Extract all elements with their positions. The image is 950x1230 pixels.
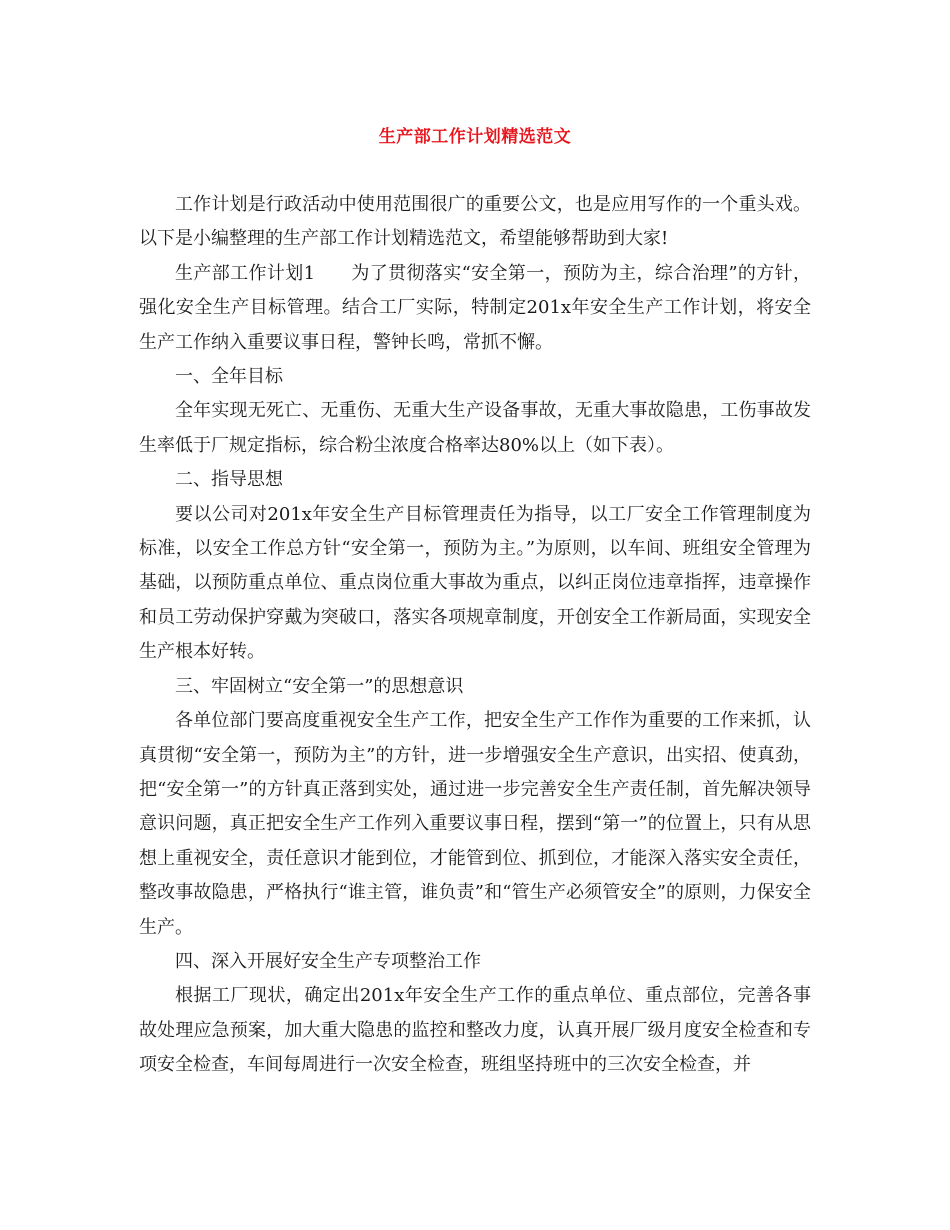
section-body-3: 各单位部门要高度重视安全生产工作，把安全生产工作作为重要的工作来抓，认真贯彻“安全第一，预防为主”的方针，进一步增强安全生产意识，出实招、使真劲，把“安全第一”的方针真正落到实处，通过进一步完善安全生产责任制，首先解决领导意识问题，真正把安全生产工作列入重要议事日程，摆到“第一”的位置上，只有从思想上重视安全，责任意识才能到位，才能管到位、抓到位，才能深入落实安全责任，整改事故隐患，严格执行“谁主管，谁负责”和“管生产必须管安全”的原则，力保安全生产。	[139, 710, 811, 938]
section-heading-2: 二、指导思想	[175, 469, 283, 491]
section-heading-1: 一、全年目标	[175, 366, 283, 388]
document-title: 生产部工作计划精选范文	[378, 127, 572, 147]
section-body-4: 根据工厂现状，确定出201x年安全生产工作的重点单位、重点部位，完善各事故处理应急预案，加大重大隐患的监控和整改力度，认真开展厂级月度安全检查和专项安全检查，车间每周进行一次安全检查，班组坚持班中的三次安全检查，并	[139, 985, 811, 1076]
plan1-paragraph	[139, 257, 811, 360]
section-heading-3: 三、牢固树立“安全第一”的思想意识	[175, 675, 464, 697]
section-body-2: 要以公司对201x年安全生产目标管理责任为指导，以工厂安全工作管理制度为标准，以安全工作总方针“安全第一，预防为主。”为原则，以车间、班组安全管理为基础，以预防重点单位、重点岗位重大事故为重点，以纠正岗位违章指挥，违章操作和员工劳动保护穿戴为突破口，落实各项规章制度，开创安全工作新局面，实现安全生产根本好转。	[139, 503, 811, 663]
section-heading-4: 四、深入开展好安全生产专项整治工作	[175, 950, 481, 972]
intro-paragraph: 工作计划是行政活动中使用范围很广的重要公文，也是应用写作的一个重头戏。以下是小编整理的生产部工作计划精选范文，希望能够帮助到大家!	[139, 194, 811, 250]
plan1-label: 生产部工作计划1	[175, 262, 316, 284]
document-body	[139, 188, 811, 1083]
section-body-1: 全年实现无死亡、无重伤、无重大生产设备事故，无重大事故隐患，工伤事故发生率低于厂规定指标，综合粉尘浓度合格率达80%以上（如下表）。	[139, 400, 811, 456]
plan1-text: 为了贯彻落实“安全第一，预防为主，综合治理”的方针，强化安全生产目标管理。结合工厂实际，特制定201x年安全生产工作计划，将安全生产工作纳入重要议事日程，警钟长鸣，常抓不懈。	[139, 262, 811, 353]
